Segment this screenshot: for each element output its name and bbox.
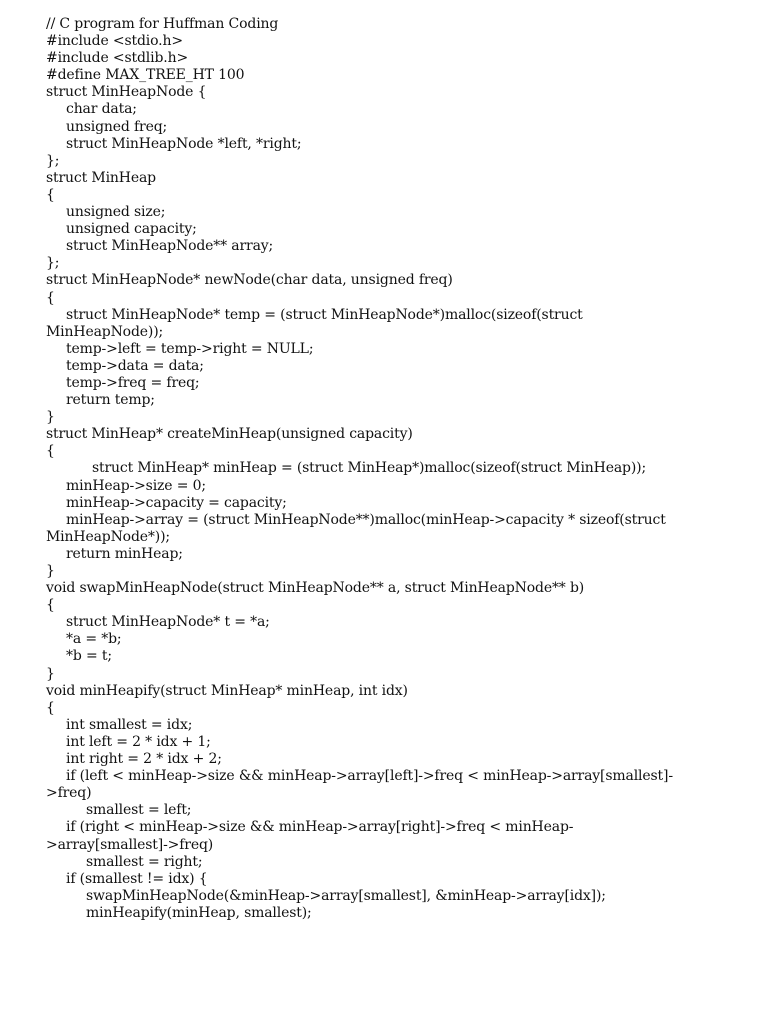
code-line: struct MinHeap — [46, 169, 156, 186]
code-line: unsigned size; — [66, 204, 166, 221]
code-line: struct MinHeap* minHeap = (struct MinHeap*)malloc(sizeof(struct MinHeap)); — [92, 460, 647, 477]
code-line: char data; — [66, 101, 137, 118]
code-line: return temp; — [66, 392, 155, 409]
code-line: }; — [46, 152, 60, 169]
code-line: struct MinHeapNode { — [46, 84, 207, 101]
code-line: void minHeapify(struct MinHeap* minHeap, int idx) — [46, 682, 408, 699]
code-line: } — [46, 563, 55, 579]
code-line: MinHeapNode)); — [46, 323, 164, 340]
code-line: int smallest = idx; — [66, 716, 193, 733]
code-line: #include <stdlib.h> — [46, 50, 189, 67]
code-line: struct MinHeapNode** array; — [66, 238, 274, 255]
code-line: *b = t; — [66, 648, 112, 665]
code-line: return minHeap; — [66, 545, 183, 562]
code-line: } — [46, 409, 55, 426]
code-line: unsigned capacity; — [66, 221, 197, 238]
code-line: if (right < minHeap->size && minHeap->array[right]->freq < minHeap- — [66, 819, 574, 836]
code-line: } — [46, 665, 55, 682]
code-line: smallest = left; — [86, 802, 192, 819]
code-line: void swapMinHeapNode(struct MinHeapNode** a, struct MinHeapNode** b) — [46, 580, 585, 597]
code-line: unsigned freq; — [66, 118, 168, 135]
code-line: }; — [46, 255, 60, 272]
code-listing — [46, 16, 736, 922]
code-line: minHeapify(minHeap, smallest); — [86, 904, 312, 921]
code-line: if (smallest != idx) { — [66, 870, 208, 887]
code-line: temp->data = data; — [66, 357, 204, 374]
code-line: struct MinHeapNode* temp = (struct MinHeapNode*)malloc(sizeof(struct — [66, 306, 583, 323]
code-line: { — [46, 186, 55, 203]
code-line: // C program for Huffman Coding — [46, 16, 279, 32]
code-line: #include <stdio.h> — [46, 33, 183, 50]
code-line: smallest = right; — [86, 853, 203, 870]
code-line: int left = 2 * idx + 1; — [66, 733, 211, 750]
code-line: minHeap->capacity = capacity; — [66, 494, 287, 511]
code-line: >array[smallest]->freq) — [46, 836, 214, 853]
code-line: struct MinHeap* createMinHeap(unsigned capacity) — [46, 426, 413, 443]
code-line: int right = 2 * idx + 2; — [66, 751, 222, 768]
code-line: struct MinHeapNode *left, *right; — [66, 135, 302, 152]
code-line: { — [46, 443, 55, 460]
code-line: struct MinHeapNode* t = *a; — [66, 614, 270, 631]
code-line: temp->freq = freq; — [66, 374, 200, 391]
code-line: struct MinHeapNode* newNode(char data, unsigned freq) — [46, 272, 453, 289]
code-line: temp->left = temp->right = NULL; — [66, 340, 314, 357]
code-line: minHeap->size = 0; — [66, 477, 206, 494]
code-line: minHeap->array = (struct MinHeapNode**)malloc(minHeap->capacity * sizeof(struct — [66, 511, 666, 528]
code-line: { — [46, 289, 55, 306]
code-line: if (left < minHeap->size && minHeap->array[left]->freq < minHeap->array[smallest]- — [66, 768, 673, 785]
code-line: { — [46, 597, 55, 614]
code-line: MinHeapNode*)); — [46, 528, 170, 545]
code-line: *a = *b; — [66, 631, 122, 648]
code-line: >freq) — [46, 785, 92, 802]
code-line: swapMinHeapNode(&minHeap->array[smallest], &minHeap->array[idx]); — [86, 887, 606, 904]
code-line: #define MAX_TREE_HT 100 — [46, 67, 245, 84]
code-line: { — [46, 699, 55, 716]
